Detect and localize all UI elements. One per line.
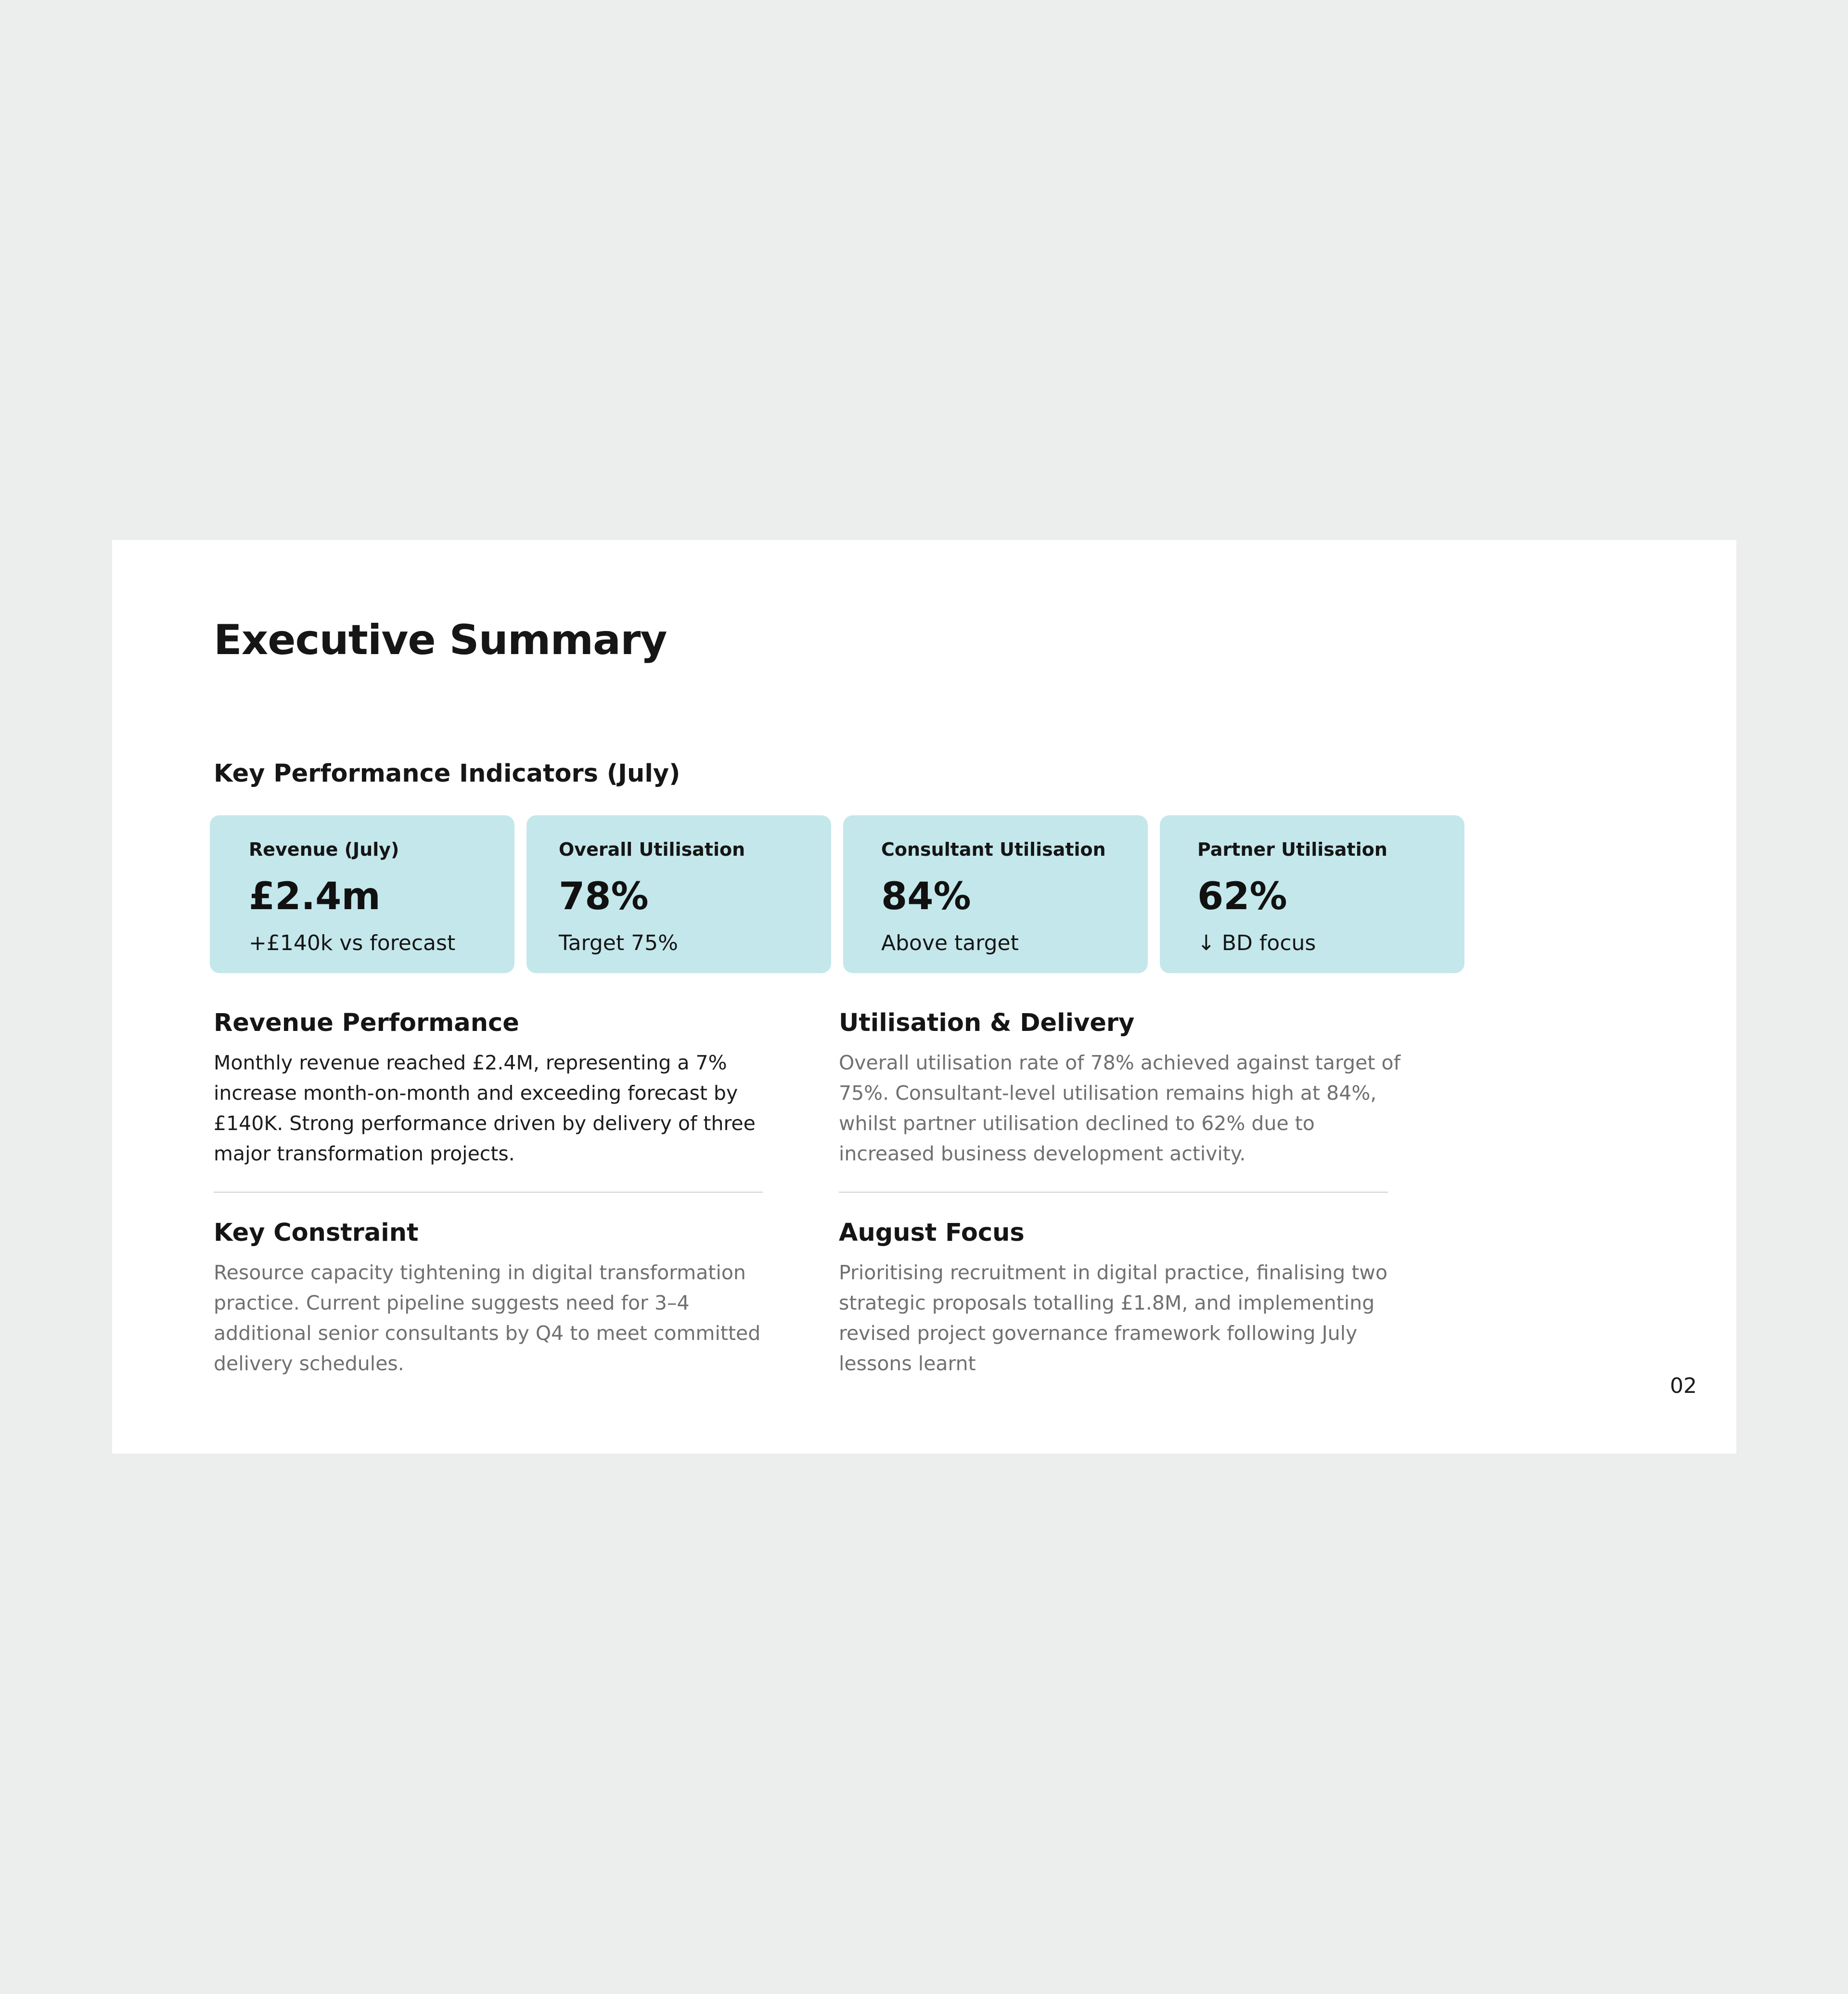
section-title: Key Constraint (214, 1219, 419, 1247)
kpi-value: 62% (1197, 875, 1287, 918)
slide-title: Executive Summary (214, 616, 667, 664)
section-body-line: whilst partner utilisation declined to 62% due to (839, 1112, 1315, 1135)
section-body-line: Prioritising recruitment in digital practice, finalising two (839, 1261, 1388, 1284)
section-body-line: Overall utilisation rate of 78% achieved against target of (839, 1051, 1401, 1074)
kpi-value: 84% (881, 875, 971, 918)
kpi-note: ↓ BD focus (1197, 931, 1316, 955)
page-number: 02 (1670, 1374, 1697, 1398)
kpi-value: £2.4m (249, 875, 381, 918)
section-body-line: increase month-on-month and exceeding forecast by (214, 1081, 738, 1105)
section-august-focus (839, 1221, 1397, 1379)
section-utilisation-delivery (839, 1009, 1401, 1169)
kpi-label: Consultant Utilisation (881, 839, 1106, 860)
section-body-line: 75%. Consultant-level utilisation remains high at 84%, (839, 1081, 1377, 1105)
section-body (214, 1258, 772, 1379)
kpi-label: Revenue (July) (249, 839, 399, 860)
section-body (214, 1048, 772, 1169)
section-key-constraint (214, 1221, 772, 1379)
section-body-line: increased business development activity. (839, 1142, 1246, 1165)
section-title: August Focus (839, 1219, 1025, 1247)
kpi-card-consultant-utilisation (843, 815, 1148, 973)
kpi-label: Overall Utilisation (559, 839, 745, 860)
section-body-line: delivery schedules. (214, 1352, 404, 1375)
divider-right (839, 1192, 1388, 1193)
section-body (839, 1258, 1397, 1379)
kpi-label: Partner Utilisation (1197, 839, 1387, 860)
section-body-line: lessons learnt (839, 1352, 976, 1375)
kpi-note: +£140k vs forecast (249, 931, 456, 955)
section-body (839, 1048, 1401, 1169)
section-body-line: Resource capacity tightening in digital transformation (214, 1261, 746, 1284)
section-body-line: Monthly revenue reached £2.4M, representing a 7% (214, 1051, 727, 1074)
section-title: Utilisation & Delivery (839, 1009, 1135, 1037)
section-body-line: additional senior consultants by Q4 to meet committed (214, 1322, 761, 1345)
slide (112, 540, 1736, 1454)
section-body-line: major transformation projects. (214, 1142, 515, 1165)
divider-left (214, 1192, 763, 1193)
section-body-line: revised project governance framework following July (839, 1322, 1358, 1345)
kpi-card-partner-utilisation (1160, 815, 1464, 973)
section-revenue-performance (214, 1011, 772, 1169)
section-body-line: practice. Current pipeline suggests need for 3–4 (214, 1291, 690, 1314)
kpi-note: Above target (881, 931, 1019, 955)
kpi-note: Target 75% (559, 931, 678, 955)
section-body-line: strategic proposals totalling £1.8M, and implementing (839, 1291, 1375, 1314)
section-title: Revenue Performance (214, 1009, 519, 1037)
kpi-heading: Key Performance Indicators (July) (214, 759, 680, 788)
kpi-value: 78% (559, 875, 649, 918)
kpi-card-revenue (210, 815, 514, 973)
section-body-line: £140K. Strong performance driven by delivery of three (214, 1112, 756, 1135)
kpi-row (210, 815, 1469, 973)
kpi-card-overall-utilisation (526, 815, 831, 973)
